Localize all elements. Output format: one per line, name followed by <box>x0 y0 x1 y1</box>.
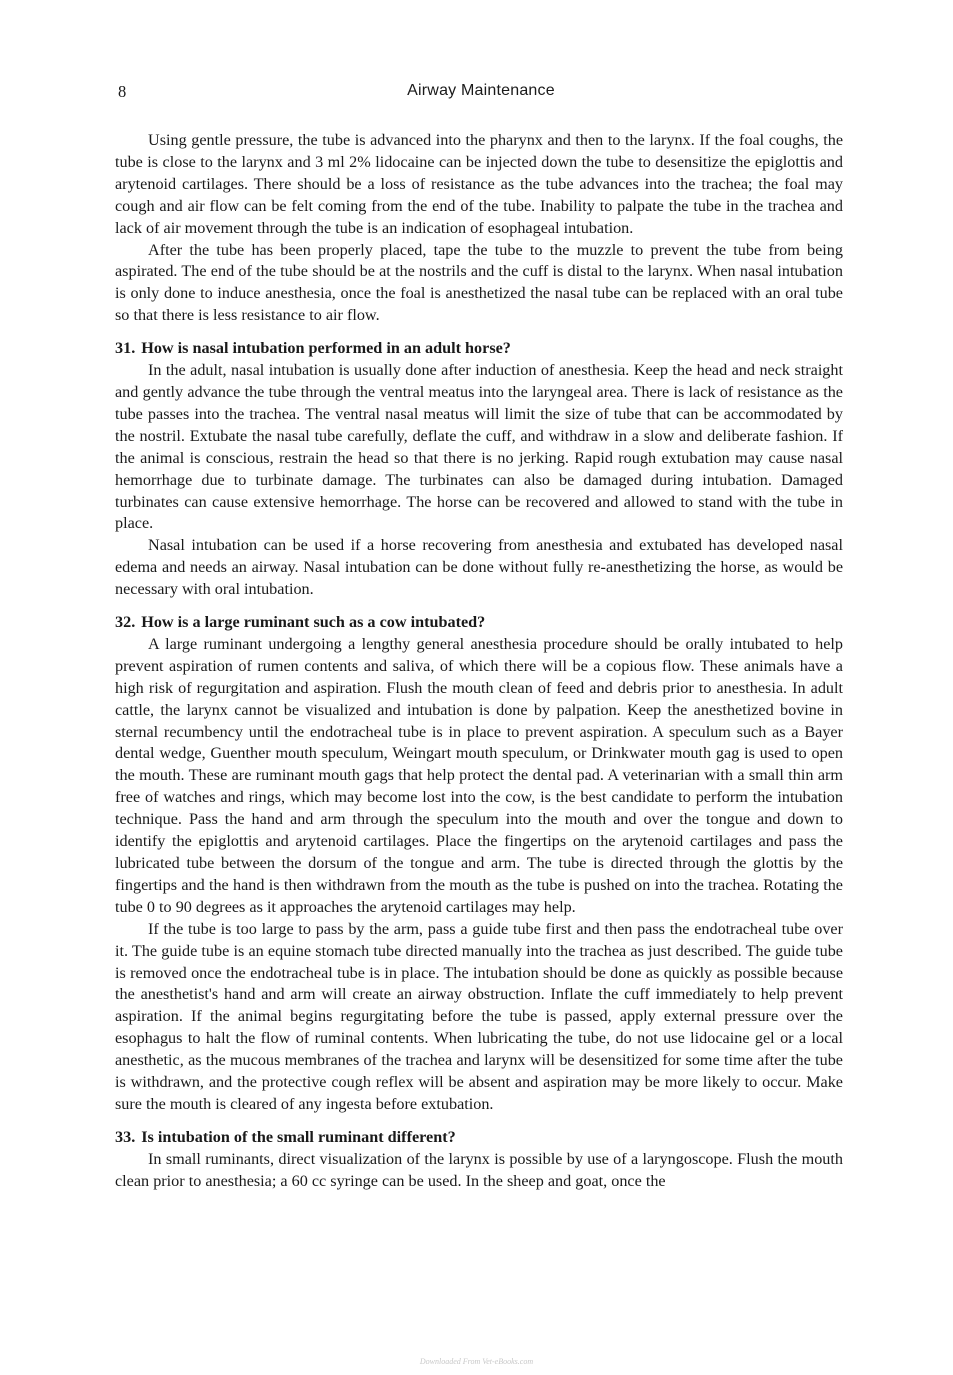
download-watermark: Downloaded From Vet-eBooks.com <box>419 1357 534 1366</box>
body-paragraph: In small ruminants, direct visualization of the larynx is possible by use of a laryngoscope. Flush the mouth clean prior to anesthesia; a 60 cc syringe can be used. In the sheep and goat, once the <box>115 1149 843 1190</box>
page-number: 8 <box>118 82 127 101</box>
question-number: 31. <box>115 339 136 358</box>
running-head: Airway Maintenance <box>407 82 555 99</box>
question-text: How is nasal intubation performed in an adult horse? <box>141 339 511 358</box>
body-paragraph: A large ruminant undergoing a lengthy general anesthesia procedure should be orally intubated to help prevent aspiration of rumen contents and saliva, of which there will be a copious flow. These animals have a high risk of regurgitation and aspiration. Flush the mouth clean of feed and debris prior to anesthesia. In adult cattle, the larynx cannot be visualized and intubation is done by palpation. Keep the anesthetized bovine in sternal recumbency until the endotracheal tube is in place to prevent aspiration. A speculum such as a Bayer dental wedge, Guenther mouth speculum, Weingart mouth speculum, or Drinkwater mouth gag is used to open the mouth. These are ruminant mouth gags that help protect the dental pad. A veterinarian with a small thin arm free of watches and rings, which may become lost into the cow, is the best candidate to perform the intubation technique. Pass the hand and arm through the speculum into the mouth and over the tongue and down to identify the epiglottis and arytenoid cartilages. Place the fingertips on the arytenoid cartilages and pass the lubricated tube between the dorsum of the tongue and arm. The tube is directed through the glottis by the fingertips and the hand is then withdrawn from the mouth as the tube is pushed on into the trachea. Rotating the tube 0 to 90 degrees as it approaches the arytenoid cartilages may help. <box>115 634 843 916</box>
body-paragraph: After the tube has been properly placed, tape the tube to the muzzle to prevent the tube from being aspirated. The end of the tube should be at the nostrils and the cuff is distal to the larynx. When nasal intubation is only done to induce anesthesia, once the foal is anesthetized the nasal tube can be replaced with an oral tube so that there is less resistance to air flow. <box>115 240 843 325</box>
body-paragraph: Nasal intubation can be used if a horse recovering from anesthesia and extubated has developed nasal edema and needs an airway. Nasal intubation can be done without fully re-anesthetizing the horse, as would be necessary with oral intubation. <box>115 536 843 599</box>
body-paragraph: If the tube is too large to pass by the arm, pass a guide tube first and then pass the endotracheal tube over it. The guide tube is an equine stomach tube directed manually into the trachea as just described. The guide tube is removed once the endotracheal tube is in place. The intubation should be done as quickly as possible because the anesthetist's hand and arm will create an airway obstruction. Inflate the cuff immediately to help prevent aspiration. If the animal begins regurgitating before the tube is passed, apply external pressure over the esophagus to halt the flow of ruminal contents. When lubricating the tube, do not use lidocaine gel or a local anesthetic, as the mucous membranes of the trachea and larynx will be desensitized for some time after the tube is withdrawn, and the protective cough reflex will be absent and aspiration may be more likely to occur. Make sure the mouth is cleared of any ingesta before extubation. <box>115 919 843 1113</box>
question-heading-31 <box>115 338 843 360</box>
question-text: How is a large ruminant such as a cow intubated? <box>141 613 486 632</box>
question-number: 33. <box>115 1127 136 1146</box>
question-text: Is intubation of the small ruminant different? <box>141 1127 456 1146</box>
question-heading-33 <box>115 1127 843 1149</box>
question-heading-32 <box>115 612 843 634</box>
body-paragraph: Using gentle pressure, the tube is advanced into the pharynx and then to the larynx. If the foal coughs, the tube is close to the larynx and 3 ml 2% lidocaine can be injected down the tube to desensitize the epiglottis and arytenoid cartilages. There should be a loss of resistance as the tube advances into the trachea; the foal may cough and air flow can be felt coming from the end of the tube. Inability to palpate the tube in the trachea and lack of air movement through the tube is an indication of esophageal intubation. <box>115 131 843 237</box>
question-number: 32. <box>115 613 136 632</box>
page-body <box>115 130 843 1193</box>
body-paragraph: In the adult, nasal intubation is usually done after induction of anesthesia. Keep the head and neck straight and gently advance the tube through the ventral meatus into the laryngeal area. There is lack of resistance as the tube passes into the trachea. The ventral nasal meatus will limit the size of tube that can be accommodated by the nostril. Extubate the nasal tube carefully, deflate the cuff, and withdraw in a slow and deliberate fashion. If the animal is conscious, restrain the head so that there is no jerking. Rapid rough extubation may cause nasal hemorrhage due to turbinate damage. The turbinates can also be damaged during intubation. Damaged turbinates can cause extensive hemorrhage. The horse can be recovered and allowed to stand with the tube in place. <box>115 361 843 533</box>
